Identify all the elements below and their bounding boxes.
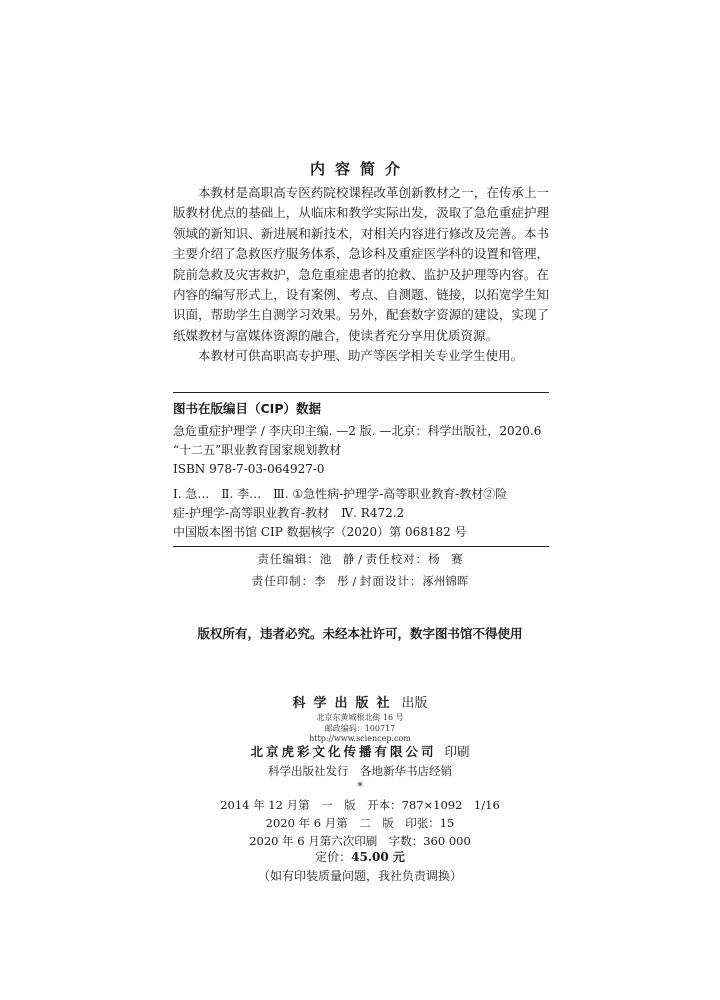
intro-body (173, 183, 549, 367)
proof-label: 责任校对： (365, 552, 429, 566)
cip-classification-line: 症-护理学-高等职业教育-教材 Ⅳ. R472.2 (173, 506, 405, 520)
publisher-address: 北京东黄城根北街 16 号 (316, 713, 404, 722)
separator-star: * (357, 780, 363, 793)
publisher-line (0, 692, 720, 711)
publisher-suffix: 出版 (401, 696, 428, 711)
price-value: 45.00 元 (351, 850, 405, 864)
cip-series-line: “十二五”职业教育国家规划教材 (173, 443, 342, 457)
intro-paragraph: 本教材可供高职高专护理、助产等医学相关专业学生使用。 (198, 348, 524, 364)
cip-number: 中国版本图书馆 CIP 数据核字（2020）第 068182 号 (173, 525, 467, 539)
cip-bottom-rule (173, 546, 549, 547)
cip-heading: 图书在版编目（CIP）数据 (173, 401, 321, 416)
cover-label: 封面设计： (359, 574, 423, 588)
editor-label: 责任编辑： (257, 552, 320, 566)
cip-block (173, 422, 553, 542)
cover-name: 涿州锦晖 (422, 574, 469, 588)
staff-line-editors: 责任编辑：池 静 / 责任校对：杨 赛 (257, 552, 463, 566)
staff-line-print: 责任印制：李 彤 / 封面设计：涿州锦晖 (251, 574, 469, 588)
print-name: 李 彤 (314, 574, 349, 588)
intro-title: 内容简介 (309, 160, 410, 178)
copyright-notice: 版权所有，违者必究。未经本社许可，数字图书馆不得使用 (197, 626, 523, 641)
edition-line: 2020 年 6 月第 二 版 印张：15 (265, 816, 455, 830)
distribution-line: 科学出版社发行 各地新华书店经销 (268, 764, 452, 778)
print-label: 责任印制： (251, 574, 315, 588)
editor-name: 池 静 (319, 552, 355, 566)
price-label: 定价： (315, 850, 352, 864)
publisher-postcode: 邮政编码：100717 (324, 724, 396, 733)
publisher-website: http://www.sciencep.com (309, 734, 411, 743)
printer-name: 北京虎彩文化传播有限公司 (250, 744, 437, 759)
cip-top-rule (173, 392, 549, 393)
cip-isbn: ISBN 978-7-03-064927-0 (173, 462, 325, 476)
proof-name: 杨 赛 (428, 552, 463, 566)
cip-classification-line: Ⅰ. 急… Ⅱ. 李… Ⅲ. ①急性病-护理学-高等职业教育-教材②险 (173, 487, 508, 501)
price-line (0, 848, 720, 865)
edition-line: 2020 年 6 月第六次印刷 字数：360 000 (249, 834, 471, 848)
intro-paragraph: 本教材是高职高专医药院校课程改革创新教材之一，在传承上一版教材优点的基础上，从临床和教学实际出发，汲取了急危重症护理领域的新知识、新进展和新技术，对相关内容进行修改及完善。本书主要介绍了急救医疗服务体系，急诊科及重症医学科的设置和管理，院前急救及灾害救护，急危重症患者的抢救、监护及护理等内容。在内容的编写形式上，设有案例、考点、自测题、链接，以拓宽学生知识面，帮助学生自测学习效果。另外，配套数字资源的建设，实现了纸媒教材与富媒体资源的融合，使读者充分享用优质资源。 (173, 185, 549, 343)
publisher-name: 科学出版社 (292, 696, 398, 711)
edition-line: 2014 年 12 月第 一 版 开本：787×1092 1/16 (220, 798, 500, 812)
printer-suffix: 印刷 (444, 744, 470, 759)
quality-notice: （如有印装质量问题，我社负责调换） (257, 869, 462, 883)
printer-line (0, 742, 720, 760)
cip-title-line: 急危重症护理学 / 李庆印主编. —2 版. —北京：科学出版社，2020.6 (173, 424, 542, 438)
